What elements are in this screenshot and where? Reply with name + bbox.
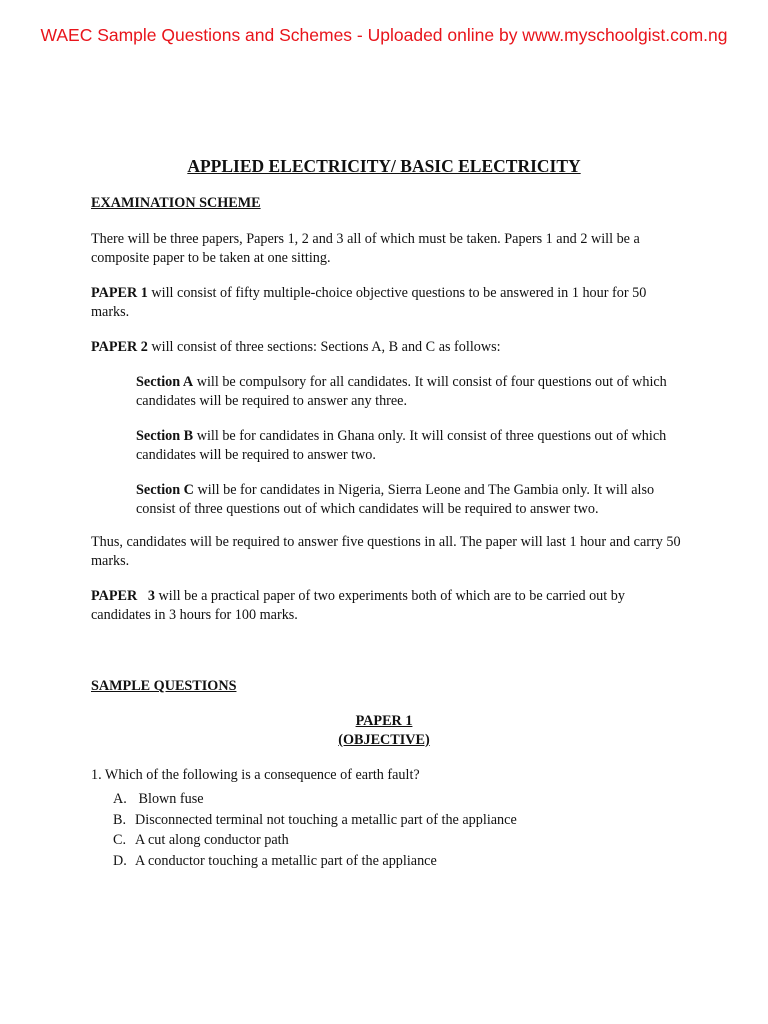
section-b-text: will be for candidates in Ghana only. It will consist of three questions out of which candidates will be required to answer two.	[136, 428, 667, 463]
examination-scheme-heading: EXAMINATION SCHEME	[91, 195, 261, 211]
question-1-options	[113, 789, 517, 871]
section-c-text: will be for candidates in Nigeria, Sierra Leone and The Gambia only. It will also consist of three questions out of which candidates will be required to answer two.	[136, 482, 655, 517]
section-a-paragraph	[136, 373, 681, 410]
paper3-text: will be a practical paper of two experiments both of which are to be carried out by candidates in 3 hours for 100 marks.	[91, 588, 625, 623]
option-text: Blown fuse	[135, 791, 204, 807]
sample-questions-heading: SAMPLE QUESTIONS	[91, 678, 237, 694]
option-letter: C.	[113, 832, 127, 848]
question-1: 1. Which of the following is a consequence of earth fault?	[91, 767, 420, 783]
paper1-heading: PAPER 1	[355, 713, 413, 729]
paper3-paragraph	[91, 587, 681, 624]
option-letter: D.	[113, 852, 127, 869]
objective-heading: (OBJECTIVE)	[338, 732, 430, 748]
paper3-label: PAPER 3	[91, 588, 155, 604]
paper2-label: PAPER 2	[91, 339, 148, 355]
option-b	[113, 810, 517, 831]
source-banner: WAEC Sample Questions and Schemes - Uploaded online by www.myschoolgist.com.ng	[40, 25, 728, 45]
section-a-text: will be compulsory for all candidates. It will consist of four questions out of which candidates will be required to answer any three.	[136, 374, 667, 409]
option-letter: A.	[113, 791, 127, 807]
option-text: A cut along conductor path	[135, 832, 289, 848]
paper1-label: PAPER 1	[91, 285, 148, 301]
section-a-label: Section A	[136, 374, 194, 390]
option-letter: B.	[113, 811, 127, 828]
paper2-text: will consist of three sections: Sections A, B and C as follows:	[147, 339, 501, 355]
option-text: A conductor touching a metallic part of the appliance	[135, 852, 437, 869]
option-d	[113, 851, 517, 872]
section-b-paragraph	[136, 427, 681, 464]
option-c	[113, 830, 517, 851]
paper1-text: will consist of fifty multiple-choice objective questions to be answered in 1 hour for 50 marks.	[91, 285, 647, 320]
option-text: Disconnected terminal not touching a metallic part of the appliance	[135, 811, 517, 828]
section-c-label: Section C	[136, 482, 194, 498]
section-c-paragraph	[136, 481, 681, 518]
paper1-paragraph	[91, 284, 681, 321]
document-title: APPLIED ELECTRICITY/ BASIC ELECTRICITY	[187, 156, 581, 176]
option-a	[113, 789, 517, 810]
summary-paragraph: Thus, candidates will be required to answer five questions in all. The paper will last 1 hour and carry 50 marks.	[91, 534, 681, 569]
section-b-label: Section B	[136, 428, 194, 444]
paper2-paragraph	[91, 338, 681, 357]
scheme-intro-paragraph: There will be three papers, Papers 1, 2 and 3 all of which must be taken. Papers 1 and 2 will be a composite paper to be taken at one sitting.	[91, 231, 640, 266]
